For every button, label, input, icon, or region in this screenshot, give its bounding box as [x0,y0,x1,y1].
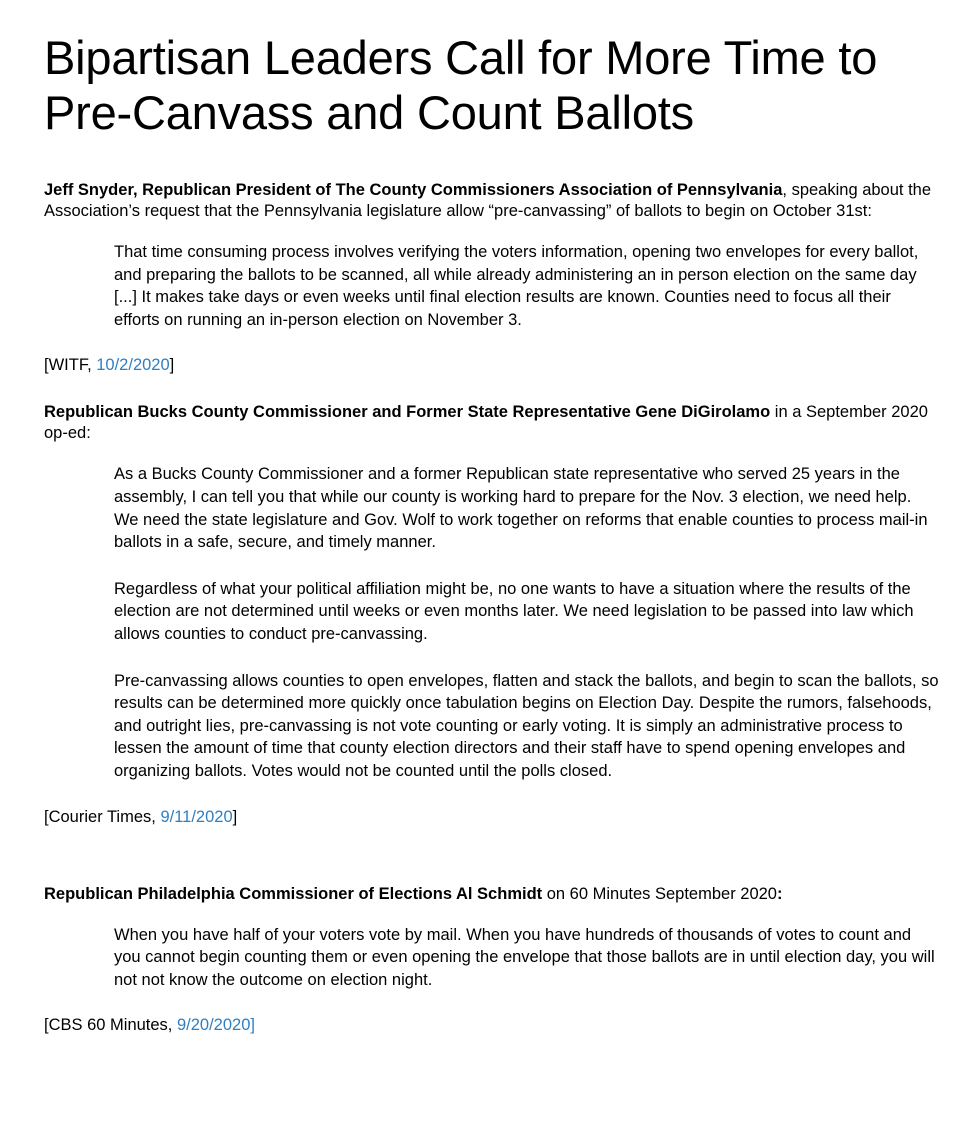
speaker-attribution [44,884,940,905]
source-citation [44,807,940,828]
speaker-context: on 60 Minutes September 2020 [542,884,777,903]
block-quote: Regardless of what your political affiliation might be, no one wants to have a situation where the results of the election are not determined until weeks or even months later. We need legislation to be passed into law which allows counties to conduct pre-canvassing. [114,579,914,643]
speaker-attribution [44,180,940,222]
statement-section [44,402,940,827]
speaker-context: in a September 2020 op-ed: [44,403,928,443]
speaker-attribution [44,402,940,444]
speaker-name: Jeff Snyder, Republican President of The County Commissioners Association of Pennsylvania [44,181,783,199]
statement-section [44,884,940,1037]
block-quote: As a Bucks County Commissioner and a former Republican state representative who served 25 years in the assembly, I can tell you that while our county is working hard to prepare for the Nov. 3 election, we need help. We need the state legislature and Gov. Wolf to work together on reforms that enable counties to process mail-in ballots in a safe, secure, and timely manner. [114,465,928,552]
speaker-colon: : [776,884,783,903]
statement-section [44,180,940,376]
source-date-link[interactable]: 9/20/2020] [176,1016,255,1035]
source-close: ] [232,807,238,826]
block-quote: That time consuming process involves verifying the voters information, opening two envelopes for every ballot, and preparing the ballots to be scanned, all while already administering an in person election on the same day [...] It makes take days or even weeks until final election results are known. Counties need to focus all their efforts on running an in-person election on November 3. [114,243,919,329]
speaker-name: Republican Philadelphia Commissioner of Elections Al Schmidt [44,884,543,903]
speaker-name: Republican Bucks County Commissioner and Former State Representative Gene DiGirolamo [44,403,771,422]
source-date-link[interactable]: 9/11/2020 [160,807,233,826]
source-name: [WITF, [44,356,97,375]
source-date-link[interactable]: 10/2/2020 [96,356,170,375]
document-title: Bipartisan Leaders Call for More Time to Pre-Canvass and Count Ballots [44,31,878,139]
source-close: ] [169,356,175,375]
source-name: [CBS 60 Minutes, [44,1016,177,1035]
speaker-context: , speaking about the Association’s request that the Pennsylvania legislature allow “pre-canvassing” of ballots to begin on October 31st: [44,181,932,220]
source-name: [Courier Times, [44,807,161,826]
block-quote: Pre-canvassing allows counties to open envelopes, flatten and stack the ballots, and begin to scan the ballots, so results can be determined more quickly once tabulation begins on Election Day. Despite the rumors, falsehoods, and outright lies, pre-canvassing is not vote counting or early voting. It is simply an administrative process to lessen the amount of time that county election directors and their staff have to spend opening envelopes and organizing ballots. Votes would not be counted until the polls closed. [114,671,939,780]
source-citation [44,1015,940,1036]
block-quote: When you have half of your voters vote by mail. When you have hundreds of thousands of votes to count and you cannot begin counting them or even opening the envelope that those ballots are in until election day, you will not not know the outcome on election night. [114,925,935,989]
source-citation [44,355,940,376]
